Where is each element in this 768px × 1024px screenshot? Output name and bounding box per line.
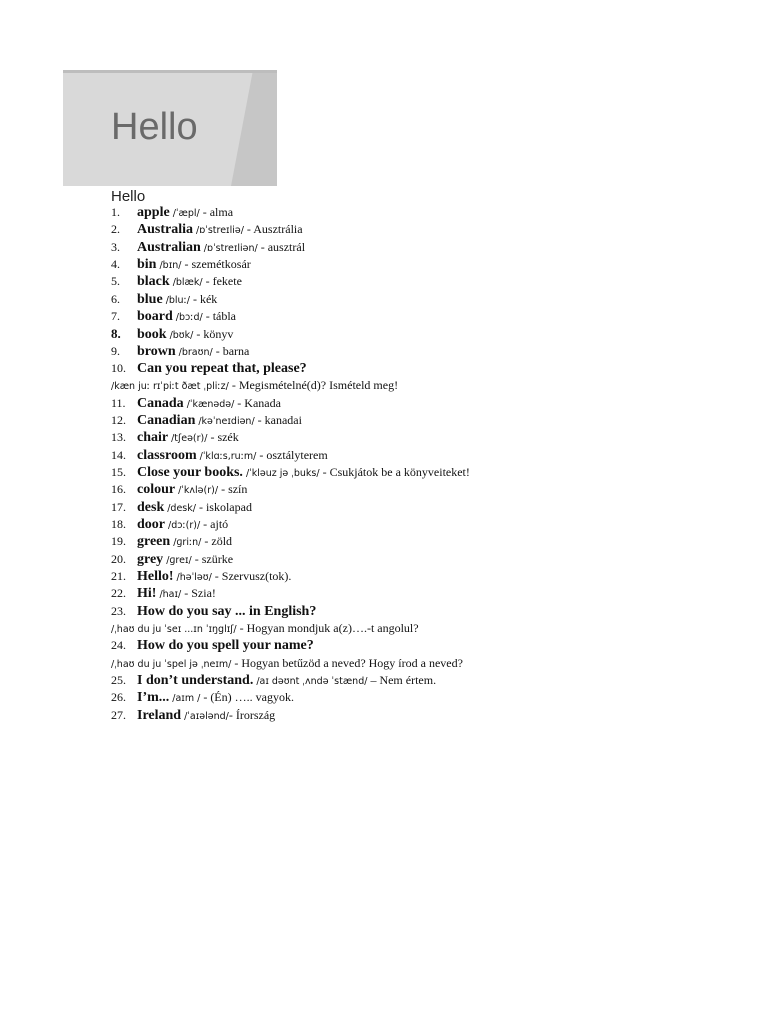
vocab-item [111,343,731,360]
item-translation: Csukjátok be a könyveiteket! [329,464,470,479]
item-translation: kanadai [264,412,302,427]
item-number: 3. [111,239,120,254]
item-translation: iskolapad [205,499,252,514]
item-separator: - [181,256,192,271]
item-word: green [137,534,171,550]
item-word: door [137,516,165,532]
item-pronunciation: /bʊk/ [169,330,194,342]
section-subtitle: Hello [111,188,146,205]
item-word: bin [137,256,157,272]
item-separator: - [181,586,192,601]
item-translation: Szia! [191,586,216,601]
item-separator: - [212,343,223,358]
item-pronunciation: /dɔː(r)/ [168,519,201,531]
item-separator: - [200,516,211,531]
item-word: How do you spell your name? [137,638,314,654]
item-separator: - [189,291,200,306]
item-pronunciation: /aɪ dəʊnt ˌʌndə ˈstænd/ [256,675,368,687]
item-number: 4. [111,256,120,271]
item-separator: - [236,620,247,635]
item-translation: szék [217,430,239,445]
item-number: 19. [111,534,126,549]
vocab-item [111,273,731,290]
item-pronunciation: /ˈæpl/ [172,208,200,219]
item-number: 10. [111,360,126,375]
item-translation: barna [222,343,250,358]
item-separator: - [243,222,254,237]
vocab-item [111,707,731,724]
item-separator: - [319,464,330,479]
item-number: 20. [111,551,126,566]
item-word: How do you say ... in English? [137,603,317,619]
item-translation: Hogyan betűzöd a neved? Hogy írod a neved? [241,655,463,670]
item-number: 14. [111,447,126,462]
item-pronunciation: /həˈləʊ/ [176,571,212,583]
item-word: Can you repeat that, please? [137,360,307,376]
item-number: 12. [111,412,126,427]
item-translation: szemétkosár [191,256,251,271]
item-translation: szürke [201,551,234,566]
item-number: 8. [111,326,121,342]
item-separator: - [201,534,212,549]
item-word: I don’t understand. [137,672,254,688]
item-separator: - [202,274,213,289]
item-pronunciation: /ɡriːn/ [173,537,202,549]
item-separator: - [218,482,229,497]
vocab-line-continuation [111,620,731,637]
item-pronunciation: /blæk/ [172,277,203,289]
item-pronunciation: /aɪm / [172,693,201,705]
vocab-item [111,429,731,446]
item-word: classroom [137,447,197,463]
item-pronunciation: /tʃeə(r)/ [171,433,208,445]
item-number: 24. [111,638,126,653]
item-separator: - [202,308,213,323]
item-pronunciation: /ɡreɪ/ [166,554,192,566]
item-number: 26. [111,690,126,705]
item-word: I’m... [137,690,170,706]
item-translation: szín [228,482,248,497]
vocab-item [111,395,731,412]
item-word: grey [137,551,164,567]
vocab-item [111,672,731,689]
item-translation: Ausztrália [253,222,303,237]
item-pronunciation: /kəˈneɪdiən/ [198,415,255,427]
item-word: chair [137,430,169,446]
item-translation: (Én) ….. vagyok. [210,690,294,705]
vocab-item [111,481,731,498]
item-separator: - [191,551,202,566]
vocab-item [111,516,731,533]
item-separator: - [207,430,218,445]
item-pronunciation: /bɔːd/ [175,311,203,323]
item-pronunciation: /ˈkʌlə(r)/ [178,485,219,497]
vocab-item [111,221,731,238]
item-translation: fekete [212,274,242,289]
vocab-line-continuation [111,377,731,394]
item-translation: Megismételné(d)? Ismételd meg! [238,378,399,393]
item-separator: - [211,568,222,583]
item-pronunciation: /kæn juː rɪˈpiːt ðæt ˌpliːz/ [111,381,229,393]
vocab-item [111,308,731,325]
vocab-line-continuation [111,655,731,672]
item-separator: - [193,327,204,342]
item-translation: zöld [211,534,233,549]
vocab-item [111,360,731,377]
item-number: 5. [111,274,120,289]
item-word: Ireland [137,707,182,723]
vocab-item [111,551,731,568]
item-separator: - [195,499,206,514]
vocab-item [111,533,731,550]
item-word: Canada [137,395,184,411]
item-number: 16. [111,482,126,497]
item-pronunciation: /ˌhaʊ du ju ˈseɪ ...ɪn ˈɪŋglɪʃ/ [111,623,237,635]
item-number: 15. [111,464,126,479]
item-word: board [137,308,173,324]
vocabulary-list [111,204,731,724]
item-separator: - [257,239,268,254]
item-word: Australia [137,222,193,238]
item-translation: ausztrál [267,239,306,254]
item-separator: - [234,395,245,410]
item-translation: osztályterem [266,447,328,462]
item-number: 2. [111,222,120,237]
item-word: apple [137,205,170,220]
vocab-item [111,568,731,585]
item-number: 17. [111,499,126,514]
item-separator: - [228,378,239,393]
item-number: 7. [111,308,120,323]
item-pronunciation: /haɪ/ [159,589,182,601]
vocab-item [111,447,731,464]
item-translation: Írország [235,707,276,722]
item-word: Hello! [137,568,174,584]
item-translation: Hogyan mondjuk a(z)….-t angolul? [246,620,419,635]
header-banner [63,70,277,186]
item-word: book [137,327,167,343]
vocab-item [111,585,731,602]
item-translation: kék [199,291,218,306]
item-number: 18. [111,516,126,531]
item-number: 21. [111,568,126,583]
item-number: 13. [111,430,126,445]
item-word: Australian [137,239,201,255]
item-number: 27. [111,707,126,722]
item-pronunciation: /ˈkləuz jə ˌbuks/ [245,467,320,479]
item-word: black [137,274,170,290]
item-word: colour [137,482,176,498]
item-pronunciation: /bɪn/ [159,259,182,271]
banner-title: Hello [111,106,198,148]
item-translation: tábla [212,308,237,323]
item-number: 1. [111,205,120,219]
vocab-item [111,603,731,620]
item-translation: Nem értem. [379,672,437,687]
item-separator: - [200,690,211,705]
item-number: 11. [111,395,126,410]
vocab-item [111,689,731,706]
vocab-item [111,204,731,221]
vocab-item [111,412,731,429]
item-word: blue [137,291,163,307]
item-pronunciation: /braʊn/ [178,346,213,358]
item-word: brown [137,343,176,359]
item-separator: - [254,412,265,427]
item-pronunciation: /ɒˈstreɪliən/ [203,242,258,254]
item-number: 6. [111,291,120,306]
item-pronunciation: /ˈklɑːs,ruːm/ [199,450,257,462]
item-pronunciation: /ɒˈstreɪliə/ [196,225,244,237]
item-translation: alma [209,205,234,219]
item-word: Canadian [137,412,196,428]
item-pronunciation: /ˌhaʊ du ju ˈspel jə ˌneɪm/ [111,658,232,670]
vocab-item [111,637,731,654]
item-pronunciation: /bluː/ [165,294,190,306]
item-separator: - [199,205,210,219]
item-number: 23. [111,603,126,618]
vocab-item [111,499,731,516]
item-translation: Kanada [244,395,281,410]
item-separator: - [256,447,267,462]
item-pronunciation: /desk/ [167,502,196,514]
item-translation: ajtó [210,516,229,531]
vocab-item [111,291,731,308]
vocab-item [111,464,731,481]
item-pronunciation: /ˈkænədə/ [186,398,235,410]
item-pronunciation: /ˈaɪələnd/ [184,710,229,722]
vocab-item [111,239,731,256]
item-translation: könyv [203,327,234,342]
item-translation: Szervusz(tok). [221,568,292,583]
item-word: desk [137,499,165,515]
item-separator: - [231,655,242,670]
item-word: Hi! [137,586,157,602]
item-separator: – [367,672,380,687]
item-number: 9. [111,343,120,358]
vocab-item [111,325,731,342]
item-number: 25. [111,672,126,687]
item-word: Close your books. [137,464,243,480]
vocab-item [111,256,731,273]
item-number: 22. [111,586,126,601]
item-separator: - [228,707,236,722]
